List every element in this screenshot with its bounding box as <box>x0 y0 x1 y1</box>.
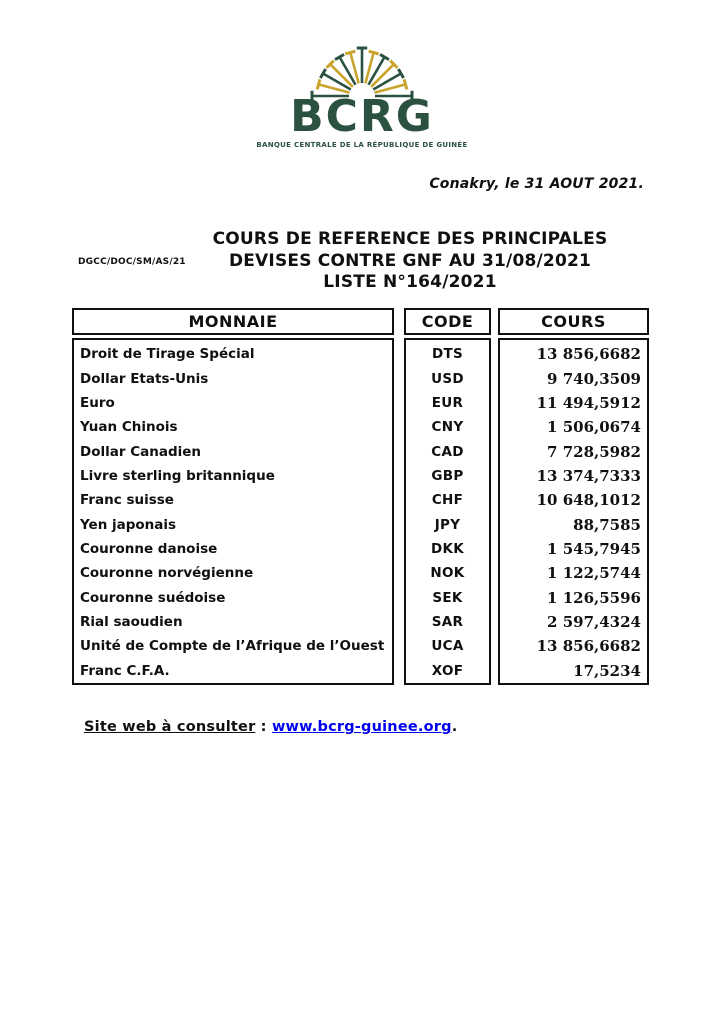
header-cours: COURS <box>498 308 649 335</box>
date-line: Conakry, le 31 AOUT 2021. <box>429 176 644 192</box>
rates-table-body <box>72 338 652 685</box>
currency-rate: 10 648,1012 <box>536 491 641 510</box>
currency-rate: 1 545,7945 <box>547 540 641 559</box>
currency-name: Couronne norvégienne <box>80 565 254 582</box>
rates-table-header <box>72 308 652 335</box>
currency-rate: 1 506,0674 <box>547 418 641 437</box>
currency-rate: 9 740,3509 <box>547 369 641 388</box>
document-reference: DGCC/DOC/SM/AS/21 <box>78 257 186 267</box>
currency-name: Yen japonais <box>80 516 177 533</box>
currency-rate: 88,7585 <box>573 515 641 534</box>
currency-code: GBP <box>431 467 464 484</box>
currency-code: CHF <box>431 492 464 509</box>
currency-name: Droit de Tirage Spécial <box>80 346 255 363</box>
website-suffix: . <box>451 719 458 735</box>
currency-code: NOK <box>430 565 465 582</box>
currency-code: DKK <box>430 541 465 558</box>
currency-rate: 1 122,5744 <box>547 564 641 583</box>
column-currency-rates <box>498 338 649 685</box>
currency-rate: 13 856,6682 <box>536 345 641 364</box>
currency-name: Dollar Canadien <box>80 443 201 460</box>
currency-name: Yuan Chinois <box>80 419 178 436</box>
currency-code: SAR <box>431 614 464 631</box>
currency-rate: 7 728,5982 <box>547 442 641 461</box>
header-code: CODE <box>404 308 491 335</box>
column-currency-names <box>72 338 394 685</box>
website-colon: : <box>255 719 272 735</box>
currency-code: CNY <box>431 419 464 436</box>
currency-rate: 13 374,7333 <box>536 466 641 485</box>
currency-rate: 2 597,4324 <box>547 613 641 632</box>
currency-code: CAD <box>431 443 464 460</box>
currency-name: Couronne suédoise <box>80 589 226 606</box>
title-line-3: LISTE N°164/2021 <box>323 272 497 292</box>
currency-rate: 1 126,5596 <box>547 588 641 607</box>
bcrg-logo-text: BCRG <box>290 91 434 142</box>
currency-code: XOF <box>431 662 464 679</box>
currency-name: Franc C.F.A. <box>80 662 170 679</box>
website-link[interactable]: www.bcrg-guinee.org <box>271 719 452 735</box>
currency-code: USD <box>431 370 464 387</box>
currency-name: Rial saoudien <box>80 614 183 631</box>
column-currency-codes <box>404 338 491 685</box>
title-line-1: COURS DE REFERENCE DES PRINCIPALES <box>212 229 608 249</box>
website-label: Site web à consulter <box>84 719 256 735</box>
currency-name: Couronne danoise <box>80 541 218 558</box>
header-monnaie: MONNAIE <box>72 308 394 335</box>
currency-code: SEK <box>432 589 463 606</box>
currency-rate: 17,5234 <box>573 661 641 680</box>
currency-code: JPY <box>434 516 461 533</box>
title-line-2: DEVISES CONTRE GNF AU 31/08/2021 <box>228 250 592 271</box>
currency-code: UCA <box>431 638 464 655</box>
currency-name: Unité de Compte de l’Afrique de l’Ouest <box>80 638 385 655</box>
currency-rate: 11 494,5912 <box>536 393 641 412</box>
currency-code: DTS <box>431 346 464 363</box>
currency-code: EUR <box>431 394 464 411</box>
document-title <box>110 229 710 294</box>
currency-name: Livre sterling britannique <box>80 467 275 484</box>
currency-name: Dollar Etats-Unis <box>80 370 209 387</box>
currency-rate: 13 856,6682 <box>536 637 641 656</box>
website-line <box>84 719 457 735</box>
bcrg-logo-caption: BANQUE CENTRALE DE LA RÉPUBLIQUE DE GUINÉE <box>256 141 468 149</box>
currency-name: Euro <box>80 394 115 411</box>
rates-table <box>72 308 652 685</box>
currency-name: Franc suisse <box>80 492 174 509</box>
